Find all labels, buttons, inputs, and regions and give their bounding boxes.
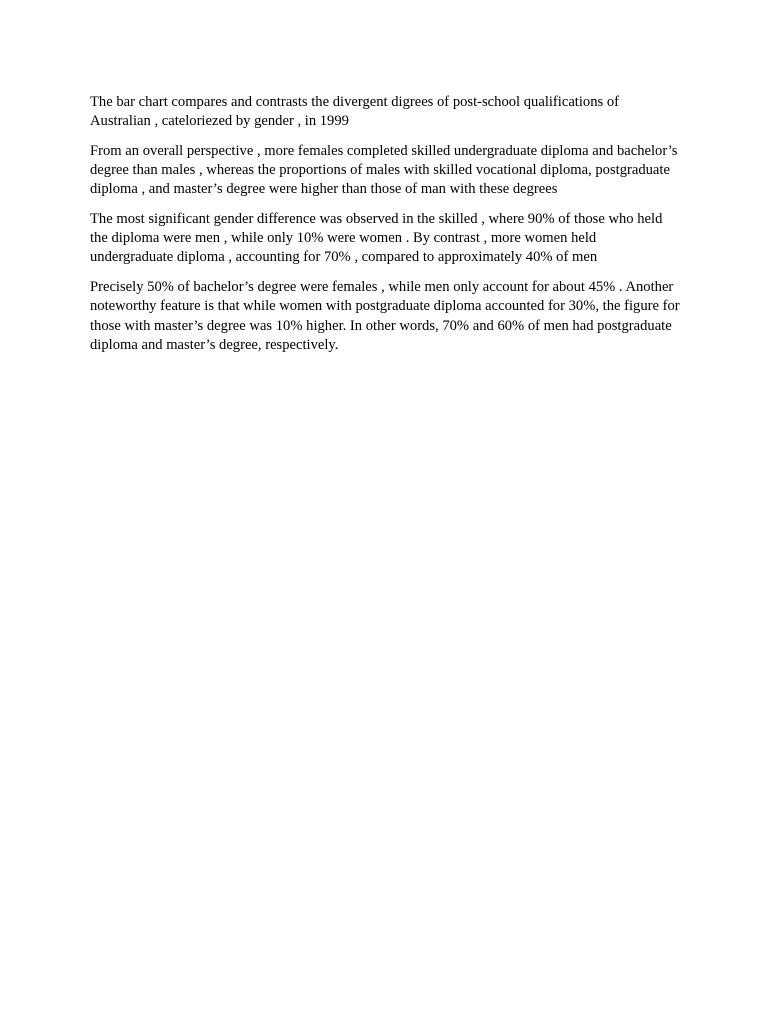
paragraph-overview: From an overall perspective , more females completed skilled undergraduate diploma and bachelor’s degree than males , whereas the proportions of males with skilled vocational diploma, postgraduate diploma , and master’s degree were higher than those of man with these degrees — [90, 142, 678, 198]
paragraph-intro: The bar chart compares and contrasts the divergent digrees of post-school qualifications of Australian , cateloriezed by gender , in 1999 — [90, 94, 619, 130]
paragraph-detail-1: The most significant gender difference was observed in the skilled , where 90% of those who held the diploma were men , while only 10% were women . By contrast , more women held undergraduate diploma , accounting for 70% , compared to approximately 40% of men — [90, 211, 663, 266]
document-body — [90, 93, 680, 365]
paragraph-detail-2: Precisely 50% of bachelor’s degree were females , while men only account for about 45% . Another noteworthy feature is that while women with postgraduate diploma accounted for 30%, the figure for those with master’s degree was 10% higher. In other words, 70% and 60% of men had postgraduate diploma and master’s degree, respectively. — [90, 279, 680, 353]
